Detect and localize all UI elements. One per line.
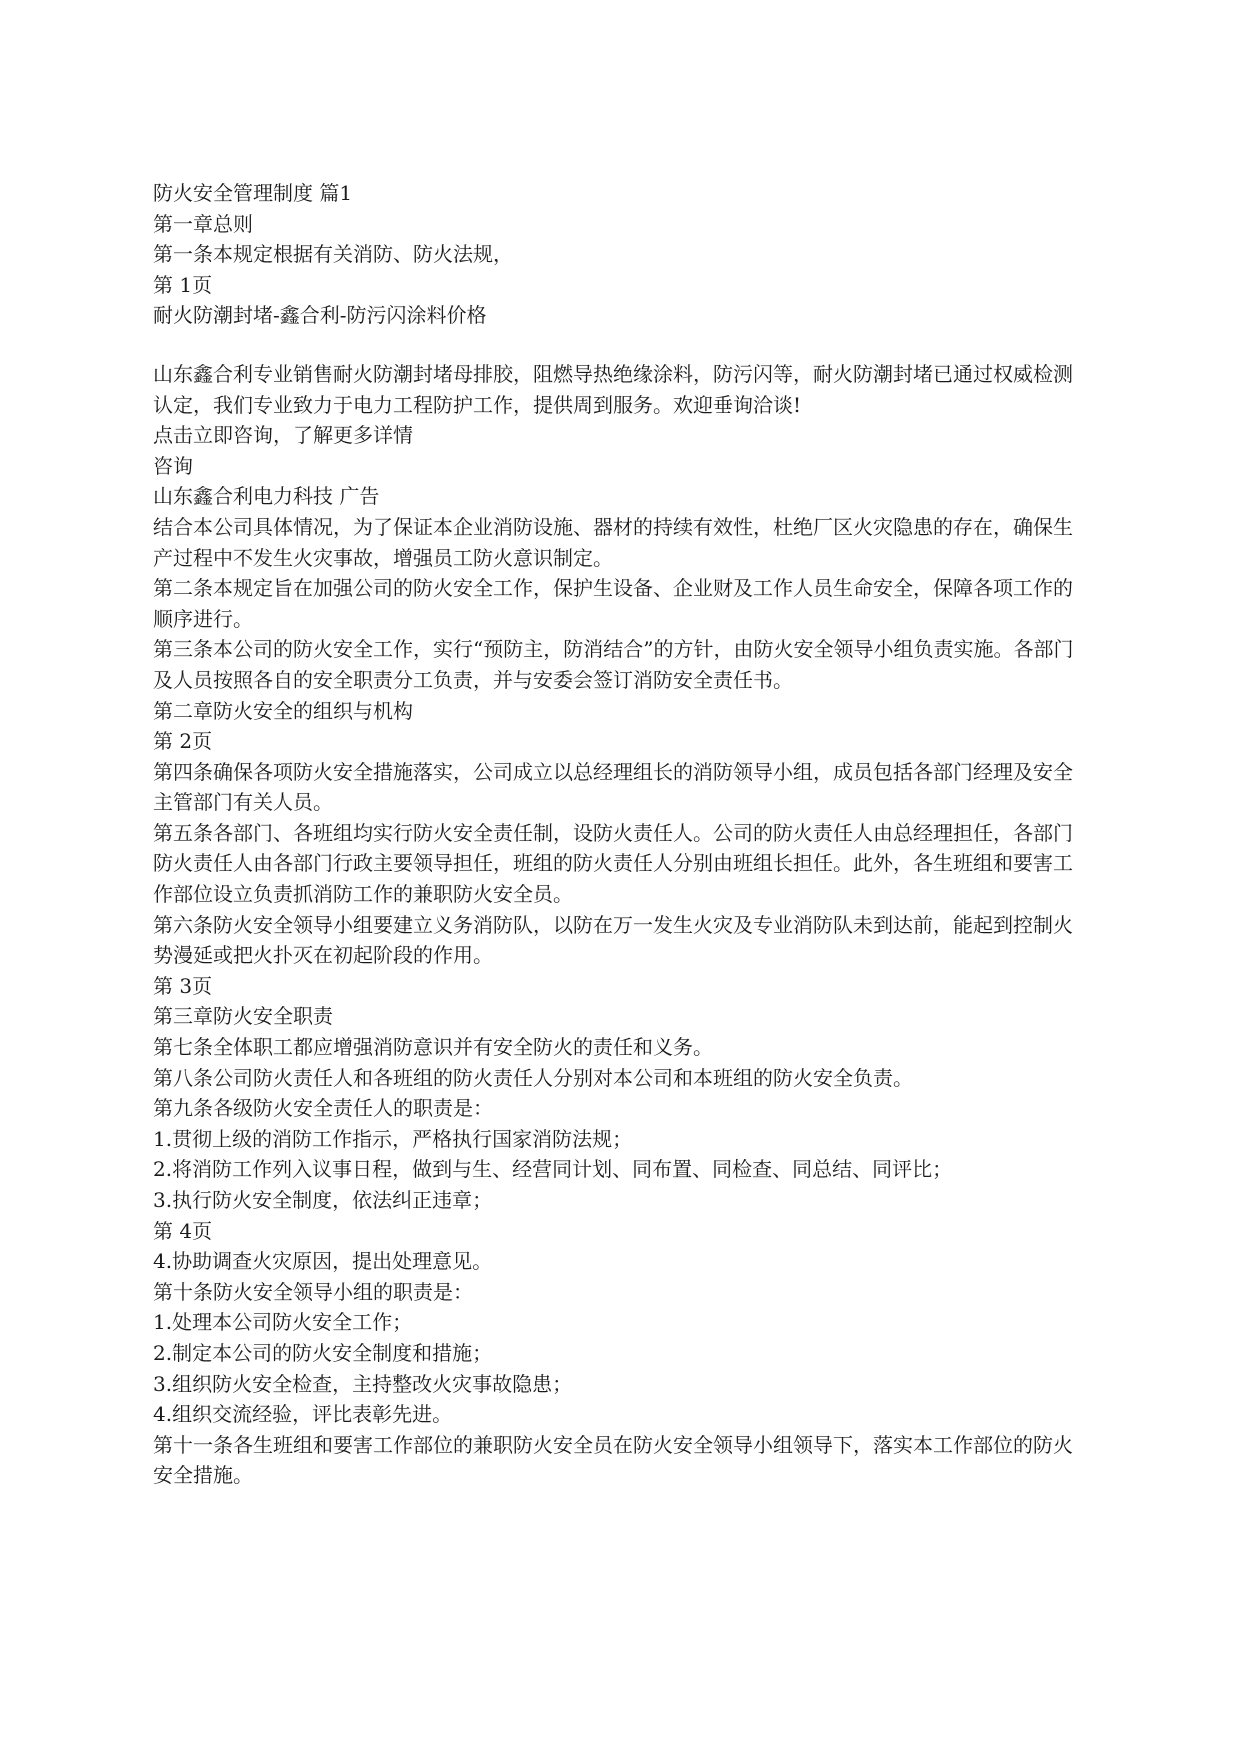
paragraph: 第九条各级防火安全责任人的职责是： xyxy=(153,1096,493,1121)
spacer xyxy=(153,331,1083,359)
paragraph: 第六条防火安全领导小组要建立义务消防队，以防在万一发生火灾及专业消防队未到达前，能起到控制火势漫延或把火扑灭在初起阶段的作用。 xyxy=(153,912,1073,968)
document-title: 防火安全管理制度 篇1 xyxy=(153,181,353,205)
paragraph: 第三条本公司的防火安全工作，实行“预防主，防消结合”的方针，由防火安全领导小组负责实施。各部门及人员按照各自的安全职责分工负责，并与安委会签订消防安全责任书。 xyxy=(153,637,1074,692)
consult-button[interactable]: 咨询 xyxy=(153,453,193,478)
paragraph: 第十一条各生班组和要害工作部位的兼职防火安全员在防火安全领导小组领导下，落实本工作部位的防火安全措施。 xyxy=(153,1432,1073,1488)
paragraph: 第二条本规定旨在加强公司的防火安全工作，保护生设备、企业财及工作人员生命安全，保障各项工作的顺序进行。 xyxy=(153,576,1073,631)
list-item: 3.执行防火安全制度，依法纠正违章； xyxy=(153,1188,493,1212)
page-marker: 第 1页 xyxy=(153,272,213,297)
page-marker: 第 2页 xyxy=(153,729,213,754)
paragraph: 结合本公司具体情况，为了保证本企业消防设施、器材的持续有效性，杜绝厂区火灾隐患的存在，确保生产过程中不发生火灾事故，增强员工防火意识制定。 xyxy=(153,514,1073,570)
paragraph: 第七条全体职工都应增强消防意识并有安全防火的责任和义务。 xyxy=(153,1035,713,1060)
list-item: 2.将消防工作列入议事日程，做到与生、经营同计划、同布置、同检查、同总结、同评比； xyxy=(153,1157,953,1182)
ad-title-link[interactable]: 耐火防潮封堵-鑫合利-防污闪涂料价格 xyxy=(153,303,487,328)
paragraph: 第一条本规定根据有关消防、防火法规， xyxy=(153,242,513,267)
list-item: 1.贯彻上级的消防工作指示，严格执行国家消防法规； xyxy=(153,1126,633,1151)
list-item: 4.协助调查火灾原因，提出处理意见。 xyxy=(153,1249,493,1274)
page-marker: 第 3页 xyxy=(153,973,213,998)
paragraph: 第十条防火安全领导小组的职责是： xyxy=(153,1279,473,1304)
document-page xyxy=(153,178,1083,1491)
list-item: 3.组织防火安全检查，主持整改火灾事故隐患； xyxy=(153,1371,573,1396)
list-item: 4.组织交流经验，评比表彰先进。 xyxy=(153,1402,453,1427)
ad-cta-link[interactable]: 点击立即咨询，了解更多详情 xyxy=(153,423,413,448)
page-marker: 第 4页 xyxy=(153,1218,213,1243)
paragraph: 第八条公司防火责任人和各班组的防火责任人分别对本公司和本班组的防火安全负责。 xyxy=(153,1065,913,1090)
paragraph: 第四条确保各项防火安全措施落实，公司成立以总经理组长的消防领导小组，成员包括各部门经理及安全主管部门有关人员。 xyxy=(153,759,1073,815)
paragraph: 第五条各部门、各班组均实行防火安全责任制，设防火责任人。公司的防火责任人由总经理担任，各部门防火责任人由各部门行政主要领导担任，班组的防火责任人分别由班组长担任。此外，各生班组和要害工作部位设立负责抓消防工作的兼职防火安全员。 xyxy=(153,820,1073,907)
chapter-heading: 第一章总则 xyxy=(153,211,253,236)
ad-sponsor-label: 山东鑫合利电力科技 广告 xyxy=(153,484,380,509)
ad-body: 山东鑫合利专业销售耐火防潮封堵母排胶，阻燃导热绝缘涂料，防污闪等，耐火防潮封堵已通过权威检测认定，我们专业致力于电力工程防护工作，提供周到服务。欢迎垂询洽谈! xyxy=(153,361,1073,417)
list-item: 2.制定本公司的防火安全制度和措施； xyxy=(153,1340,493,1365)
chapter-heading: 第三章防火安全职责 xyxy=(153,1004,333,1029)
chapter-heading: 第二章防火安全的组织与机构 xyxy=(153,698,413,723)
list-item: 1.处理本公司防火安全工作； xyxy=(153,1310,413,1335)
